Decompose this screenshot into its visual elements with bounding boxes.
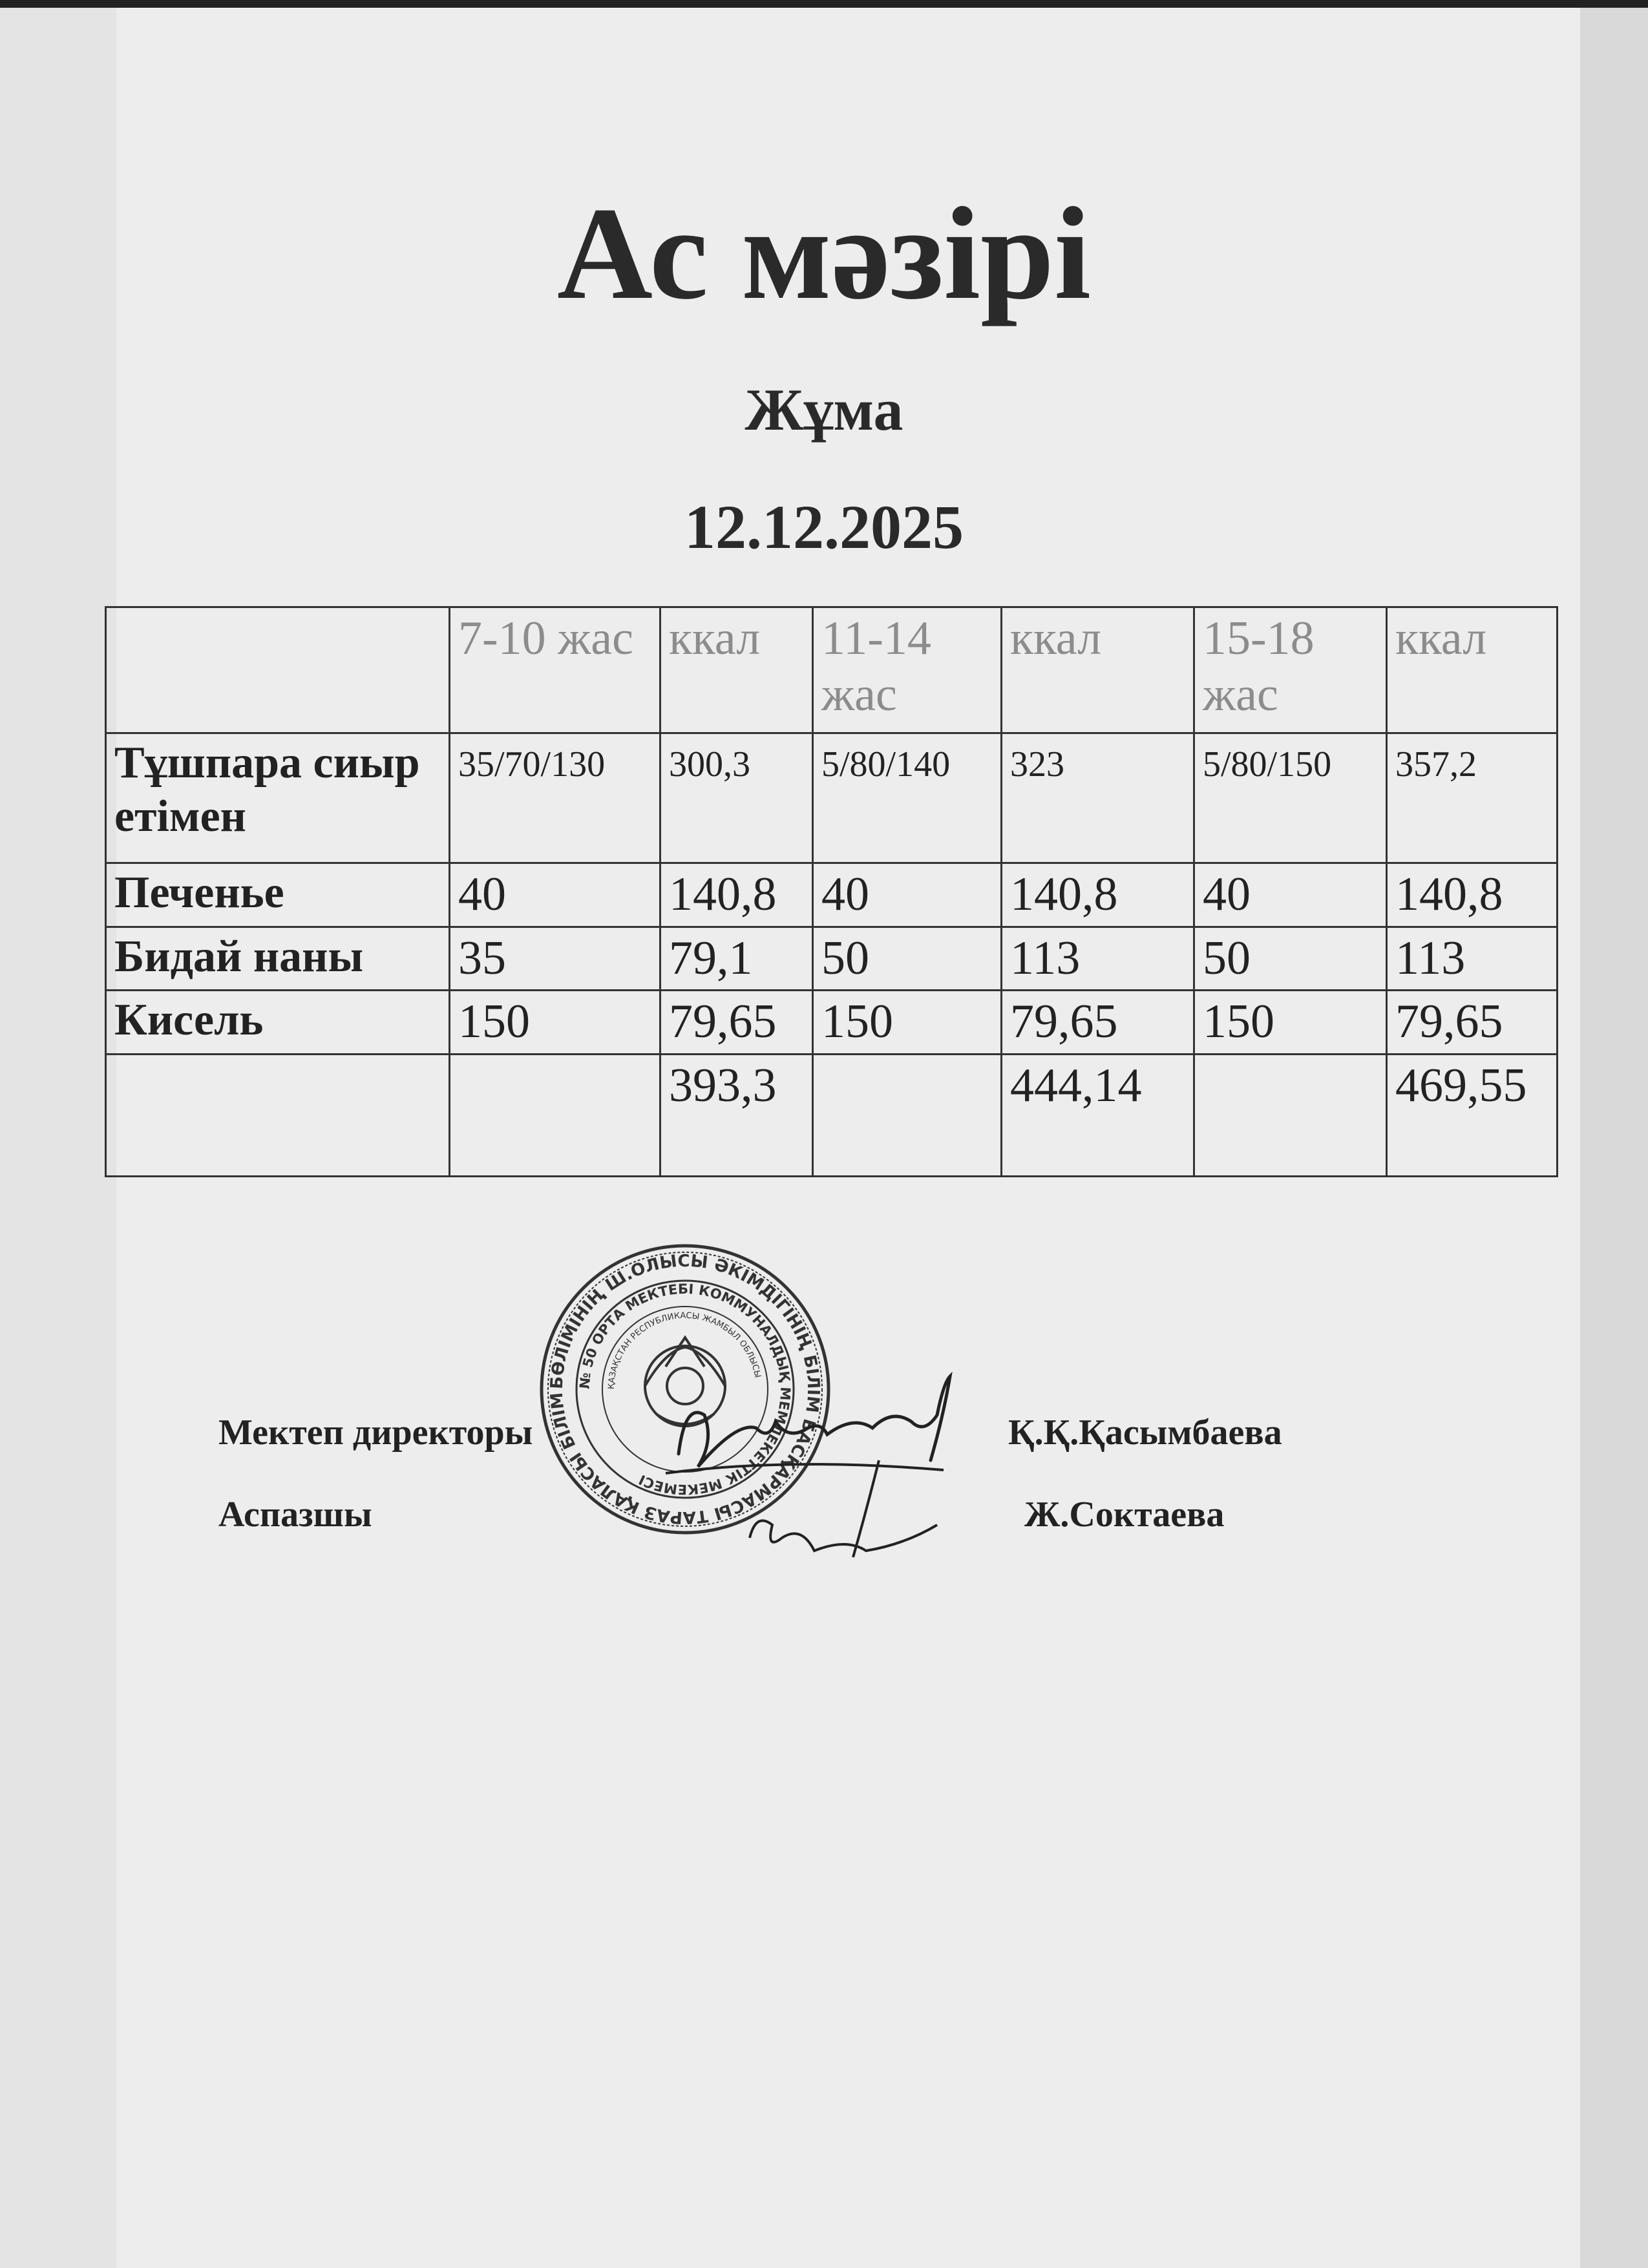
table-cell: 79,65 — [660, 991, 813, 1055]
table-cell: 50 — [813, 927, 1002, 991]
table-header-row — [106, 607, 1558, 733]
table-cell: 323 — [1002, 733, 1194, 863]
cook-name: Ж.Соктаева — [1024, 1495, 1225, 1535]
table-cell: 79,65 — [1387, 991, 1558, 1055]
header-cell — [106, 607, 450, 733]
table-cell: 35/70/130 — [450, 733, 660, 863]
table-cell: 79,65 — [1002, 991, 1194, 1055]
header-cell: ккал — [1387, 607, 1558, 733]
header-cell: ккал — [1002, 607, 1194, 733]
table-cell: 40 — [450, 863, 660, 927]
table-cell: 357,2 — [1387, 733, 1558, 863]
dish-name — [106, 1055, 450, 1177]
director-name: Қ.Қ.Қасымбаева — [1008, 1412, 1282, 1453]
total-cell: 444,14 — [1002, 1055, 1194, 1177]
cook-label: Аспазшы — [218, 1495, 372, 1535]
director-label: Мектеп директоры — [218, 1412, 533, 1453]
table-cell: 5/80/150 — [1194, 733, 1387, 863]
menu-table — [105, 606, 1558, 1177]
table-row — [106, 927, 1558, 991]
handwritten-signature — [659, 1344, 995, 1577]
table-cell: 40 — [1194, 863, 1387, 927]
table-cell: 140,8 — [1002, 863, 1194, 927]
dish-name: Печенье — [106, 863, 450, 927]
table-cell — [813, 1055, 1002, 1177]
table-cell: 150 — [813, 991, 1002, 1055]
table-cell: 140,8 — [1387, 863, 1558, 927]
table-cell — [450, 1055, 660, 1177]
table-row — [106, 991, 1558, 1055]
scan-top-edge — [0, 0, 1648, 8]
header-cell: 15-18 жас — [1194, 607, 1387, 733]
table-cell: 113 — [1387, 927, 1558, 991]
dish-name: Тұшпара сиыр етімен — [106, 733, 450, 863]
table-cell: 300,3 — [660, 733, 813, 863]
dish-name: Бидай наны — [106, 927, 450, 991]
table-row — [106, 863, 1558, 927]
totals-row — [106, 1055, 1558, 1177]
table-cell: 113 — [1002, 927, 1194, 991]
day-of-week: Жұма — [745, 377, 903, 443]
table-cell: 50 — [1194, 927, 1387, 991]
stamp-middle-text: № 50 ОРТА МЕКТЕБІ КОММУНАЛДЫҚ МЕМЛЕКЕТТІК МЕКЕМЕСІ — [576, 1281, 794, 1498]
table-cell: 79,1 — [660, 927, 813, 991]
stamp-outer-text: БӨЛІМІНІҢ Ш.ОЛЫСЫ ӘКІМДІГІНІҢ БІЛІМ БАСҚАРМАСЫ ТАРАЗ ҚАЛАСЫ БІЛІМ — [547, 1251, 823, 1528]
table-cell: 5/80/140 — [813, 733, 1002, 863]
header-cell: 7-10 жас — [450, 607, 660, 733]
total-cell: 393,3 — [660, 1055, 813, 1177]
stamp-inner-text: ҚАЗАҚСТАН РЕСПУБЛИКАСЫ ЖАМБЫЛ ОБЛЫСЫ — [606, 1310, 763, 1390]
total-cell: 469,55 — [1387, 1055, 1558, 1177]
menu-date: 12.12.2025 — [684, 492, 964, 562]
table-cell: 40 — [813, 863, 1002, 927]
dish-name: Кисель — [106, 991, 450, 1055]
table-cell: 150 — [1194, 991, 1387, 1055]
table-row — [106, 733, 1558, 863]
page-title: Ас мәзірі — [556, 180, 1092, 327]
scan-left-shadow — [0, 8, 120, 2268]
table-cell: 35 — [450, 927, 660, 991]
table-cell: 140,8 — [660, 863, 813, 927]
header-cell: 11-14 жас — [813, 607, 1002, 733]
table-cell — [1194, 1055, 1387, 1177]
table-cell: 150 — [450, 991, 660, 1055]
header-cell: ккал — [660, 607, 813, 733]
